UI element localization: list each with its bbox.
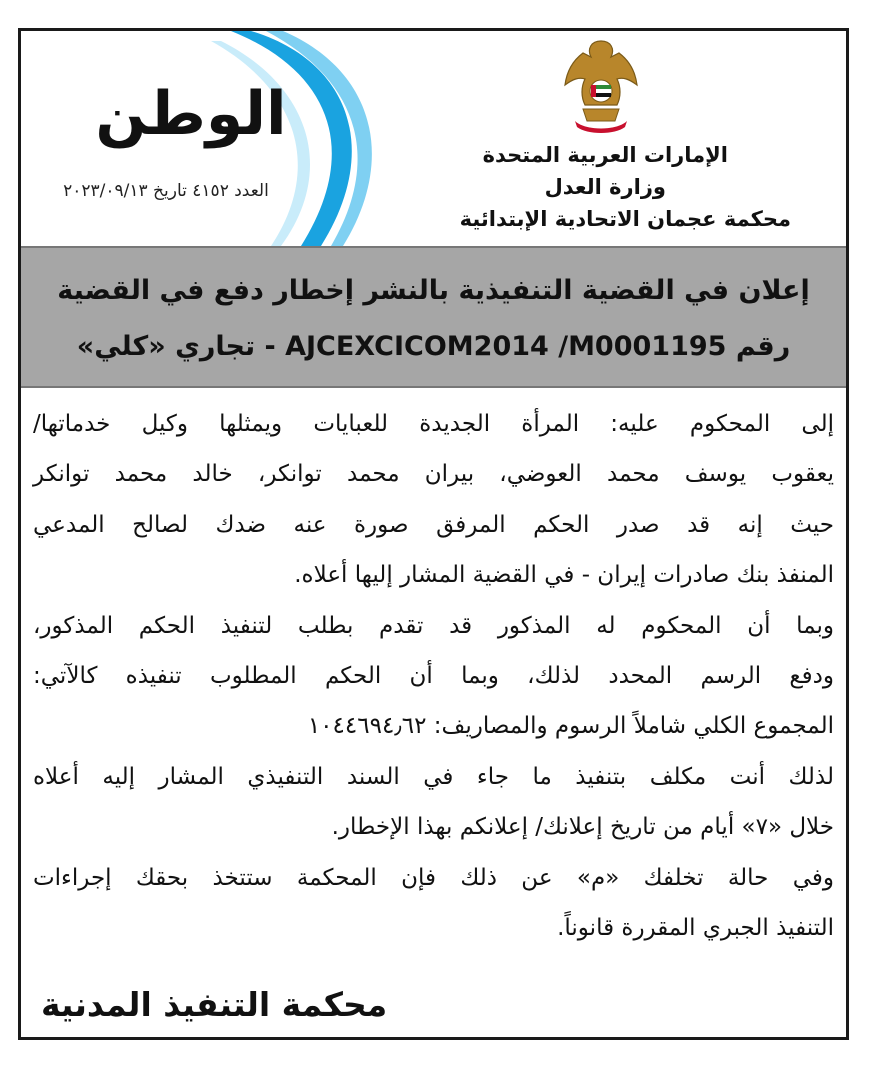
body-line: ودفع الرسم المحدد لذلك، وبما أن الحكم المطلوب تنفيذه كالآتي:	[33, 663, 834, 690]
body-line: وفي حالة تخلفك «م» عن ذلك فإن المحكمة ستتخذ بحقك إجراءات	[33, 864, 834, 891]
issuing-authority	[459, 139, 791, 235]
body-line: المنفذ بنك صادرات إيران - في القضية المشار إليها أعلاه.	[294, 562, 834, 589]
announcement-title	[21, 246, 846, 388]
title-line-2: رقم AJCEXCICOM2014 /M0001195 - تجاري «كلي»	[76, 331, 791, 362]
body-line: المجموع الكلي شاملاً الرسوم والمصاريف: ١٠٤٤٦٩٤٫٦٢	[307, 713, 834, 740]
body-line: لذلك أنت مكلف بتنفيذ ما جاء في السند التنفيذي المشار إليه أعلاه	[33, 763, 834, 790]
announcement-frame	[18, 28, 849, 1040]
body-line: التنفيذ الجبري المقررة قانوناً.	[557, 915, 834, 942]
newspaper-logo: الوطن	[95, 79, 287, 149]
ministry-name: وزارة العدل	[544, 175, 666, 199]
title-line-1: إعلان في القضية التنفيذية بالنشر إخطار دفع في القضية	[57, 275, 810, 306]
body-line: حيث إنه قد صدر الحكم المرفق صورة عنه ضدك لصالح المدعي	[33, 511, 834, 538]
announcement-header	[21, 31, 846, 246]
signature-court: محكمة التنفيذ المدنية	[41, 985, 388, 1024]
uae-falcon-emblem-icon	[561, 35, 641, 135]
issue-date-line: العدد ٤١٥٢ تاريخ ٢٠٢٣/٠٩/١٣	[63, 181, 269, 201]
body-line: خلال «٧» أيام من تاريخ إعلانك/ إعلانكم بهذا الإخطار.	[331, 814, 834, 841]
court-name: محكمة عجمان الاتحادية الإبتدائية	[459, 207, 791, 231]
country-name: الإمارات العربية المتحدة	[482, 143, 728, 167]
announcement-body	[33, 399, 834, 953]
body-line: يعقوب يوسف محمد العوضي، بيران محمد توانكر، خالد محمد توانكر	[33, 461, 834, 488]
body-line: وبما أن المحكوم له المذكور قد تقدم بطلب لتنفيذ الحكم المذكور،	[33, 612, 834, 639]
body-line: إلى المحكوم عليه: المرأة الجديدة للعبايات ويمثلها وكيل خدماتها/	[33, 411, 834, 437]
